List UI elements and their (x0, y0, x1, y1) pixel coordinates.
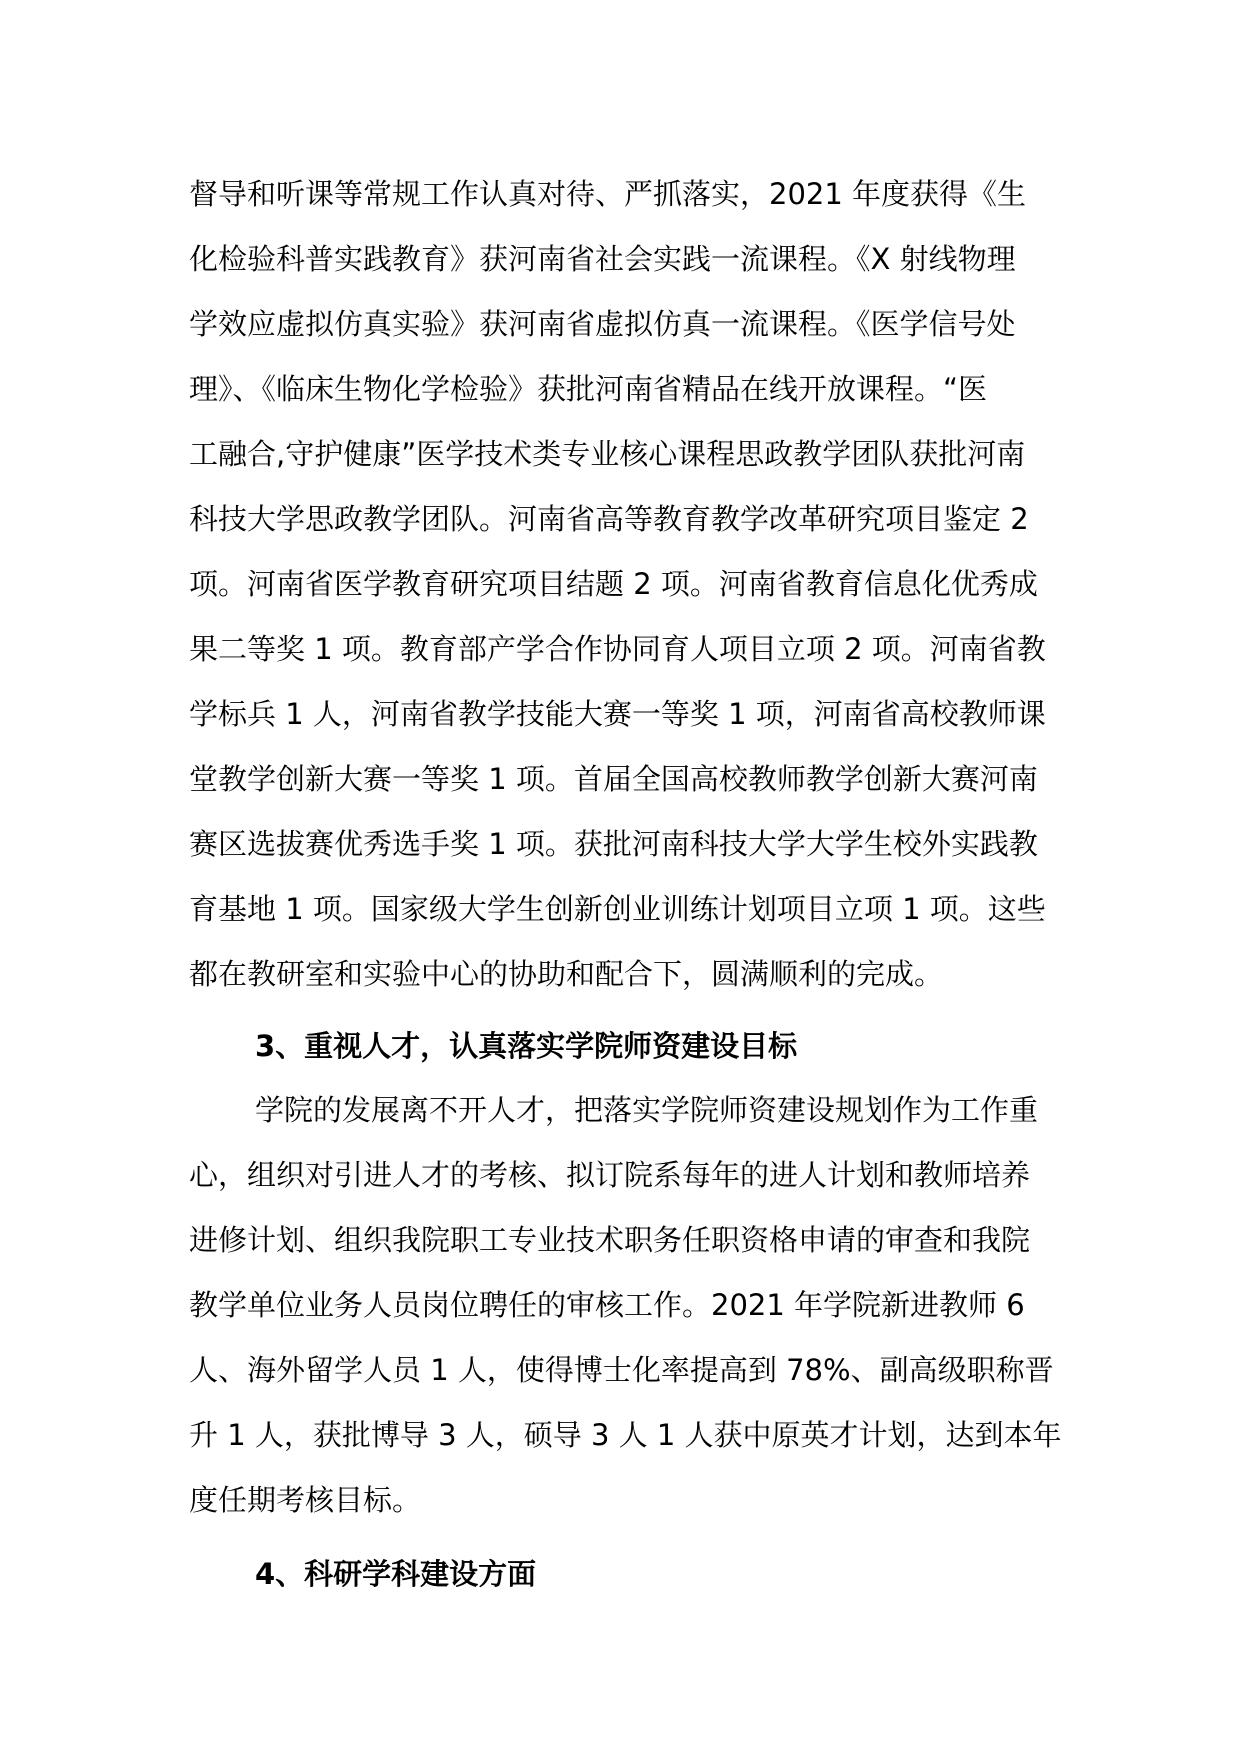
paragraph-line: 项。河南省医学教育研究项目结题 2 项。河南省教育信息化优秀成 (189, 567, 1038, 601)
paragraph-line: 化检验科普实践教育》获河南省社会实践一流课程。《X 射线物理 (189, 242, 1016, 276)
paragraph-line: 赛区选拔赛优秀选手奖 1 项。获批河南科技大学大学生校外实践教 (189, 827, 1038, 861)
paragraph-line: 人、海外留学人员 1 人，使得博士化率提高到 78%、副高级职称晋 (189, 1353, 1054, 1387)
paragraph-line: 都在教研室和实验中心的协助和配合下，圆满顺利的完成。 (189, 957, 944, 991)
paragraph-line: 督导和听课等常规工作认真对待、严抓落实，2021 年度获得《生 (189, 177, 1027, 211)
paragraph-line: 堂教学创新大赛一等奖 1 项。首届全国高校教师教学创新大赛河南 (189, 762, 1038, 796)
paragraph-line: 工融合,守护健康”医学技术类专业核心课程思政教学团队获批河南 (189, 437, 1026, 471)
section-heading-4 (189, 1542, 1061, 1607)
paragraph-line: 心，组织对引进人才的考核、拟订院系每年的进人计划和教师培养 (189, 1158, 1031, 1192)
paragraph-line: 进修计划、组织我院职工专业技术职务任职资格申请的审查和我院 (189, 1223, 1031, 1257)
paragraph-line: 果二等奖 1 项。教育部产学合作协同育人项目立项 2 项。河南省教 (189, 632, 1046, 666)
section-heading-text: 4、科研学科建设方面 (255, 1557, 537, 1591)
section-heading-3 (189, 1014, 1061, 1079)
paragraph-teaching-achievements (189, 162, 1061, 1007)
section-heading-text: 3、重视人才，认真落实学院师资建设目标 (255, 1029, 798, 1063)
paragraph-line: 学效应虚拟仿真实验》获河南省虚拟仿真一流课程。《医学信号处 (189, 307, 1016, 341)
paragraph-line: 学院的发展离不开人才，把落实学院师资建设规划作为工作重 (255, 1093, 1039, 1127)
paragraph-faculty-building (189, 1078, 1061, 1533)
paragraph-line: 学标兵 1 人，河南省教学技能大赛一等奖 1 项，河南省高校教师课 (189, 697, 1046, 731)
paragraph-line: 升 1 人，获批博导 3 人，硕导 3 人 1 人获中原英才计划，达到本年 (189, 1418, 1062, 1452)
paragraph-line: 理》、《临床生物化学检验》获批河南省精品在线开放课程。“医 (189, 372, 988, 406)
paragraph-line: 科技大学思政教学团队。河南省高等教育教学改革研究项目鉴定 2 (189, 502, 1029, 536)
paragraph-line: 教学单位业务人员岗位聘任的审核工作。2021 年学院新进教师 6 (189, 1288, 1025, 1322)
paragraph-line: 育基地 1 项。国家级大学生创新创业训练计划项目立项 1 项。这些 (189, 892, 1046, 926)
paragraph-line: 度任期考核目标。 (189, 1483, 422, 1517)
